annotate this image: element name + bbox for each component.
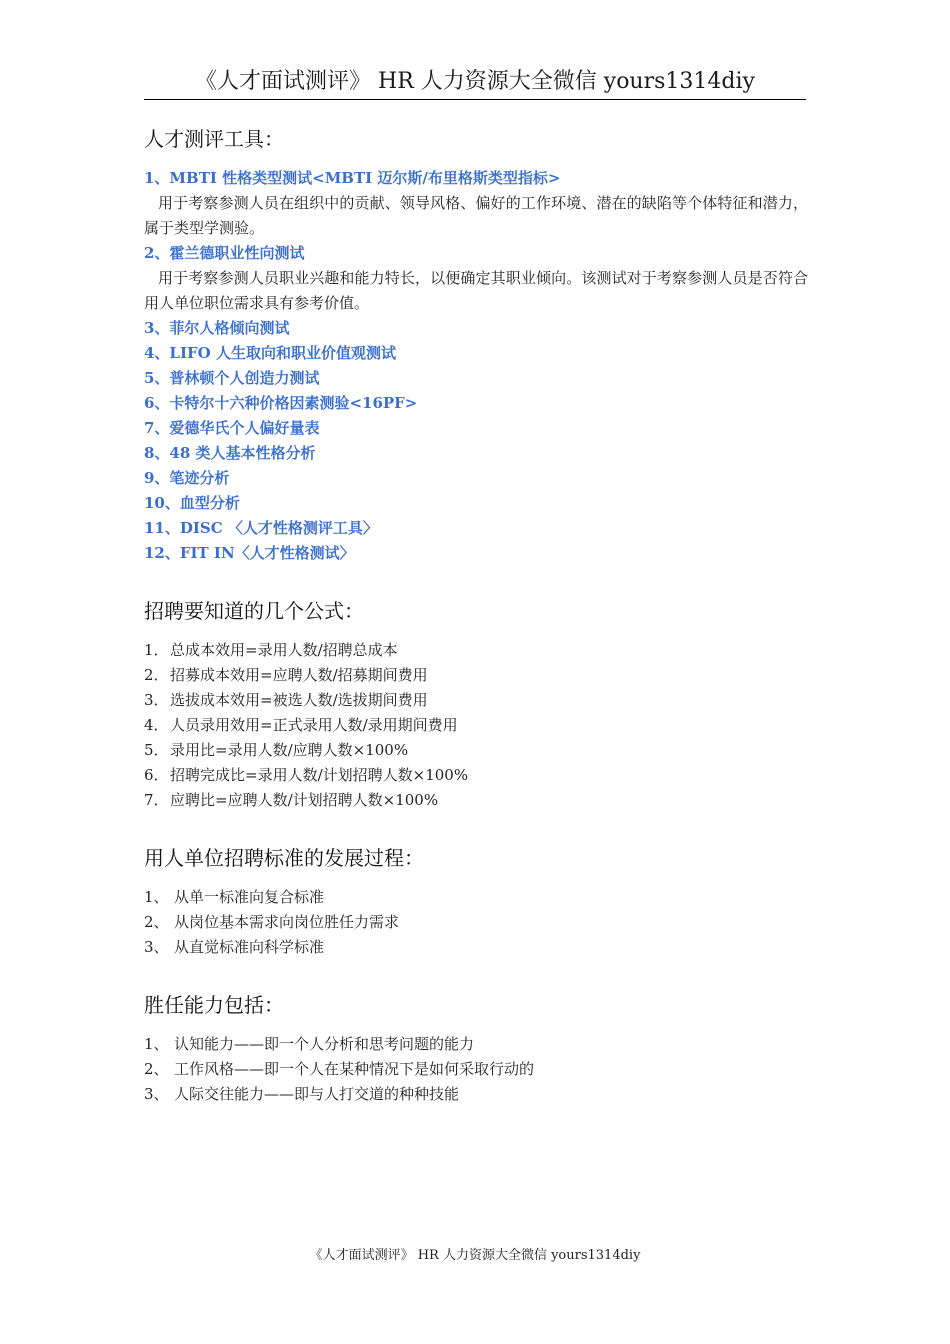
item-text: 选拔成本效用=被选人数/选拔期间费用 [170, 691, 428, 709]
tool-item: 3、菲尔人格倾向测试 [144, 319, 290, 337]
tool-item: 9、笔迹分析 [144, 469, 230, 487]
item-text: 从岗位基本需求向岗位胜任力需求 [174, 913, 400, 931]
competency-item [144, 1057, 808, 1082]
page-footer: 《人才面试测评》 HR 人力资源大全微信 yours1314diy [309, 1248, 641, 1263]
item-text: 人际交往能力——即与人打交道的种种技能 [174, 1085, 460, 1103]
formula-item [144, 688, 808, 713]
tool-item: 8、48 类人基本性格分析 [144, 444, 316, 462]
standard-item [144, 935, 808, 960]
item-number: 3、 [144, 938, 169, 956]
item-text: 认知能力——即一个人分析和思考问题的能力 [174, 1035, 475, 1053]
standard-item [144, 885, 808, 910]
item-number: 5． [144, 741, 169, 759]
item-number: 7． [144, 791, 169, 809]
section-title: 用人单位招聘标准的发展过程： [144, 846, 424, 870]
item-text: 从直觉标准向科学标准 [174, 938, 325, 956]
tool-item: 4、LIFO 人生取向和职业价值观测试 [144, 344, 396, 362]
tool-item: 10、血型分析 [144, 494, 240, 512]
item-number: 3、 [144, 1085, 169, 1103]
item-text: 录用比=录用人数/应聘人数×100% [170, 741, 409, 759]
item-number: 1、 [144, 1035, 169, 1053]
tool-description: 用于考察参测人员职业兴趣和能力特长，以便确定其职业倾向。该测试对于考察参测人员是否符合用人单位职位需求具有参考价值。 [144, 269, 808, 312]
competency-item [144, 1082, 808, 1107]
competency-item [144, 1032, 808, 1057]
tool-item: 11、DISC 〈人才性格测评工具〉 [144, 519, 378, 537]
tool-item: 12、FIT IN〈人才性格测试〉 [144, 544, 355, 562]
tool-item: 5、普林顿个人创造力测试 [144, 369, 320, 387]
item-number: 2． [144, 666, 169, 684]
item-text: 总成本效用=录用人数/招聘总成本 [170, 641, 398, 659]
item-number: 2、 [144, 913, 169, 931]
item-text: 应聘比=应聘人数/计划招聘人数×100% [170, 791, 439, 809]
item-text: 工作风格——即一个人在某种情况下是如何采取行动的 [174, 1060, 535, 1078]
formula-item [144, 788, 808, 813]
item-number: 3． [144, 691, 169, 709]
item-number: 4． [144, 716, 169, 734]
item-text: 从单一标准向复合标准 [174, 888, 325, 906]
item-text: 招聘完成比=录用人数/计划招聘人数×100% [170, 766, 469, 784]
tool-item: 7、爱德华氏个人偏好量表 [144, 419, 320, 437]
tool-item: 6、卡特尔十六种价格因素测验<16PF> [144, 394, 418, 412]
tool-item: 1、MBTI 性格类型测试<MBTI 迈尔斯/布里格斯类型指标> [144, 169, 561, 187]
item-text: 招募成本效用=应聘人数/招募期间费用 [170, 666, 428, 684]
tool-item: 2、霍兰德职业性向测试 [144, 244, 305, 262]
document-body [144, 124, 808, 1129]
item-number: 6． [144, 766, 169, 784]
item-number: 1． [144, 641, 169, 659]
section-title: 招聘要知道的几个公式： [144, 599, 364, 623]
section-recruitment-standards [144, 843, 808, 960]
formula-item [144, 713, 808, 738]
tool-description: 用于考察参测人员在组织中的贡献、领导风格、偏好的工作环境、潜在的缺陷等个体特征和潜力，属于类型学测验。 [144, 194, 808, 237]
formula-item [144, 663, 808, 688]
item-number: 1、 [144, 888, 169, 906]
standard-item [144, 910, 808, 935]
section-title: 胜任能力包括： [144, 993, 284, 1017]
formula-item [144, 763, 808, 788]
formula-item [144, 638, 808, 663]
section-competency [144, 990, 808, 1107]
formula-item [144, 738, 808, 763]
section-assessment-tools [144, 124, 808, 566]
page-header: 《人才面试测评》 HR 人力资源大全微信 yours1314diy [144, 68, 806, 100]
item-number: 2、 [144, 1060, 169, 1078]
section-title: 人才测评工具： [144, 127, 284, 151]
item-text: 人员录用效用=正式录用人数/录用期间费用 [170, 716, 458, 734]
section-recruitment-formulas [144, 596, 808, 813]
